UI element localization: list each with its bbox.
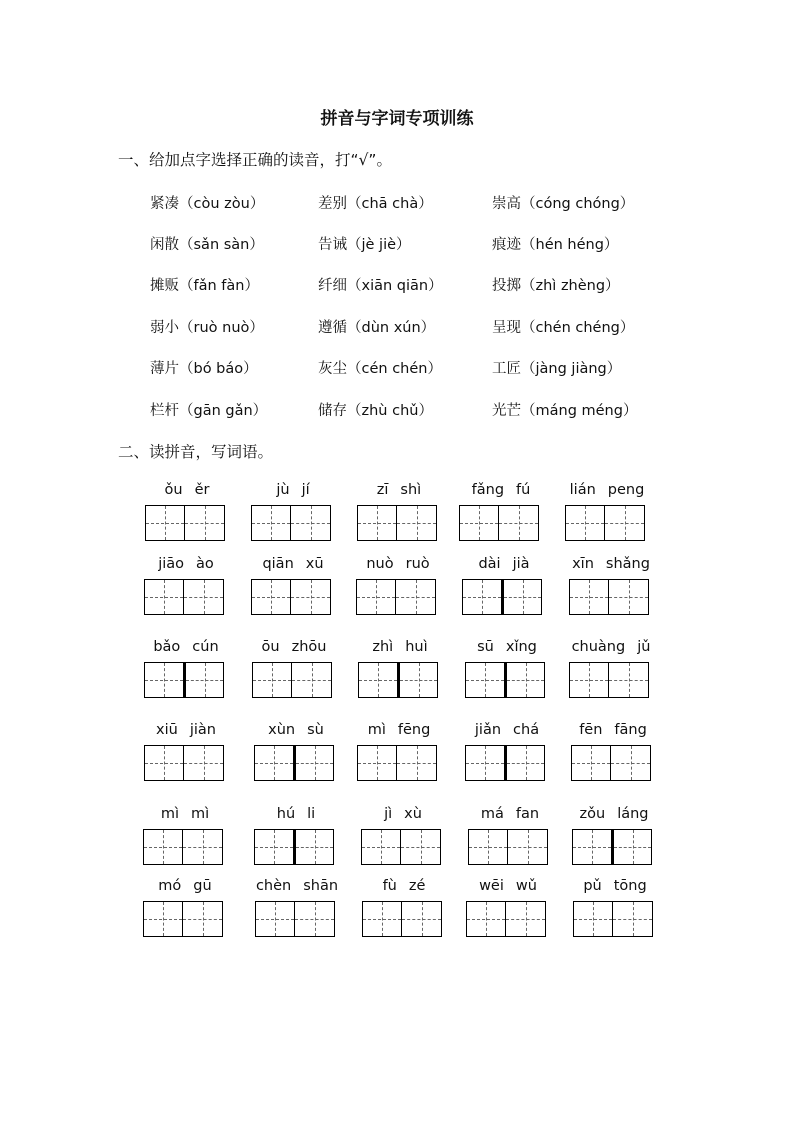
question-item[interactable]: 投掷（zhì zhèng） (492, 278, 620, 294)
pinyin-word-group (571, 722, 655, 781)
writing-box[interactable] (613, 901, 653, 937)
writing-box[interactable] (397, 505, 437, 541)
writing-box[interactable] (611, 745, 651, 781)
writing-box[interactable] (505, 662, 545, 698)
writing-box[interactable] (358, 662, 398, 698)
writing-box[interactable] (402, 901, 442, 937)
pinyin-syllable: jí (301, 482, 310, 498)
section2-heading: 二、读拼音，写词语。 (118, 443, 274, 461)
writing-box[interactable] (396, 579, 436, 615)
pinyin-word-group (357, 482, 441, 541)
writing-box[interactable] (357, 745, 397, 781)
pinyin-word-group (254, 806, 338, 865)
pinyin-syllable: zǒu (579, 806, 606, 822)
writing-box[interactable] (569, 579, 609, 615)
pinyin-syllable: mì (160, 806, 179, 822)
writing-box[interactable] (499, 505, 539, 541)
writing-box[interactable] (183, 901, 223, 937)
writing-box[interactable] (508, 829, 548, 865)
pinyin-syllable: xū (305, 556, 324, 572)
writing-box[interactable] (397, 745, 437, 781)
pinyin-syllable: cún (192, 639, 219, 655)
writing-box[interactable] (144, 662, 184, 698)
pinyin-syllable: zhōu (291, 639, 327, 655)
pinyin-syllable: dài (478, 556, 501, 572)
writing-box[interactable] (565, 505, 605, 541)
pinyin-syllable: chuàng (571, 639, 626, 655)
writing-box[interactable] (292, 662, 332, 698)
writing-box[interactable] (569, 662, 609, 698)
question-item[interactable]: 闲散（sǎn sàn） (150, 237, 264, 253)
writing-box[interactable] (255, 901, 295, 937)
pinyin-word-group (465, 639, 549, 698)
pinyin-word-group (255, 878, 339, 937)
writing-box[interactable] (571, 745, 611, 781)
question-item[interactable]: 告诫（jè jiè） (318, 237, 411, 253)
pinyin-word-group (362, 878, 446, 937)
pinyin-syllable: qiān (262, 556, 294, 572)
writing-box[interactable] (612, 829, 652, 865)
pinyin-syllable: jiàn (189, 722, 216, 738)
question-item[interactable]: 摊贩（fǎn fàn） (150, 278, 259, 294)
writing-box[interactable] (361, 829, 401, 865)
pinyin-syllable: jià (512, 556, 530, 572)
writing-box[interactable] (143, 829, 183, 865)
pinyin-syllable: xùn (268, 722, 296, 738)
pinyin-syllable: fēn (579, 722, 603, 738)
pinyin-syllable: gū (193, 878, 212, 894)
pinyin-syllable: tōng (613, 878, 647, 894)
pinyin-syllable: fú (516, 482, 531, 498)
pinyin-word-group (143, 878, 227, 937)
pinyin-syllable: shān (303, 878, 339, 894)
pinyin-word-group (465, 722, 549, 781)
pinyin-word-group (565, 482, 649, 541)
question-item[interactable]: 灰尘（cén chén） (318, 361, 442, 377)
pinyin-syllable: fǎng (471, 482, 505, 498)
pinyin-syllable: fēng (397, 722, 431, 738)
pinyin-syllable: pǔ (583, 878, 602, 894)
pinyin-word-group (145, 482, 229, 541)
pinyin-syllable: li (307, 806, 316, 822)
writing-box[interactable] (295, 901, 335, 937)
writing-box[interactable] (144, 745, 184, 781)
writing-box[interactable] (605, 505, 645, 541)
writing-box[interactable] (145, 505, 185, 541)
pinyin-word-group (569, 556, 653, 615)
pinyin-syllable: ǒu (164, 482, 183, 498)
writing-box[interactable] (294, 745, 334, 781)
pinyin-syllable: nuò (366, 556, 394, 572)
question-item[interactable]: 遵循（dùn xún） (318, 320, 436, 336)
pinyin-syllable: ào (196, 556, 214, 572)
pinyin-syllable: sū (477, 639, 494, 655)
writing-box[interactable] (572, 829, 612, 865)
pinyin-syllable: shì (400, 482, 422, 498)
pinyin-syllable: ōu (261, 639, 280, 655)
pinyin-syllable: peng (607, 482, 645, 498)
writing-box[interactable] (254, 745, 294, 781)
writing-box[interactable] (609, 662, 649, 698)
pinyin-word-group (144, 639, 228, 698)
question-item[interactable]: 紧凑（còu zòu） (150, 196, 265, 212)
writing-box[interactable] (465, 745, 505, 781)
pinyin-syllable: fù (382, 878, 397, 894)
pinyin-word-group (358, 639, 442, 698)
writing-box[interactable] (573, 901, 613, 937)
writing-box[interactable] (184, 579, 224, 615)
pinyin-syllable: shǎng (605, 556, 650, 572)
pinyin-syllable: mì (367, 722, 386, 738)
pinyin-word-group (572, 806, 656, 865)
writing-box[interactable] (505, 745, 545, 781)
pinyin-syllable: jiāo (158, 556, 185, 572)
pinyin-word-group (573, 878, 657, 937)
writing-box[interactable] (466, 901, 506, 937)
pinyin-syllable: chá (513, 722, 540, 738)
section1-heading: 一、给加点字选择正确的读音，打“√”。 (118, 151, 392, 169)
question-item[interactable]: 工匠（jàng jiàng） (492, 361, 622, 377)
writing-box[interactable] (251, 505, 291, 541)
question-item[interactable]: 痕迹（hén héng） (492, 237, 619, 253)
pinyin-word-group (357, 722, 441, 781)
pinyin-syllable: láng (617, 806, 649, 822)
writing-box[interactable] (294, 829, 334, 865)
writing-box[interactable] (362, 901, 402, 937)
question-item[interactable]: 纤细（xiān qiān） (318, 278, 443, 294)
pinyin-syllable: jì (384, 806, 393, 822)
question-row-5 (150, 357, 710, 379)
writing-box[interactable] (291, 505, 331, 541)
writing-box[interactable] (465, 662, 505, 698)
pinyin-word-group (462, 556, 546, 615)
question-item[interactable]: 光芒（máng méng） (492, 403, 638, 419)
writing-box[interactable] (144, 579, 184, 615)
page-title: 拼音与字词专项训练 (320, 109, 474, 129)
pinyin-word-group (459, 482, 543, 541)
writing-box[interactable] (183, 829, 223, 865)
question-item[interactable]: 差别（chā chà） (318, 196, 433, 212)
pinyin-syllable: xǐng (505, 639, 537, 655)
pinyin-word-group (143, 806, 227, 865)
pinyin-word-group (252, 639, 336, 698)
writing-box[interactable] (609, 579, 649, 615)
question-item[interactable]: 呈现（chén chéng） (492, 320, 635, 336)
pinyin-word-group (144, 556, 228, 615)
pinyin-word-group (144, 722, 228, 781)
writing-box[interactable] (184, 662, 224, 698)
pinyin-syllable: má (480, 806, 504, 822)
writing-box[interactable] (251, 579, 291, 615)
pinyin-syllable: chèn (255, 878, 292, 894)
pinyin-syllable: jù (276, 482, 290, 498)
pinyin-syllable: xiū (156, 722, 178, 738)
writing-box[interactable] (356, 579, 396, 615)
question-row-3 (150, 274, 710, 296)
writing-box[interactable] (357, 505, 397, 541)
question-item[interactable]: 薄片（bó báo） (150, 361, 258, 377)
writing-box[interactable] (462, 579, 502, 615)
writing-box[interactable] (401, 829, 441, 865)
writing-box[interactable] (506, 901, 546, 937)
question-item[interactable]: 崇高（cóng chóng） (492, 196, 635, 212)
writing-box[interactable] (468, 829, 508, 865)
pinyin-syllable: lián (569, 482, 596, 498)
pinyin-word-group (466, 878, 550, 937)
pinyin-syllable: mì (191, 806, 210, 822)
pinyin-syllable: ěr (194, 482, 210, 498)
writing-box[interactable] (185, 505, 225, 541)
pinyin-syllable: zī (376, 482, 389, 498)
pinyin-syllable: zé (408, 878, 426, 894)
pinyin-word-group (569, 639, 653, 698)
question-row-1 (150, 192, 710, 214)
pinyin-syllable: wēi (479, 878, 504, 894)
pinyin-word-group (254, 722, 338, 781)
question-row-2 (150, 233, 710, 255)
question-row-6 (150, 399, 710, 421)
writing-box[interactable] (459, 505, 499, 541)
pinyin-syllable: sù (307, 722, 324, 738)
pinyin-word-group (356, 556, 440, 615)
writing-box[interactable] (254, 829, 294, 865)
pinyin-syllable: fāng (614, 722, 647, 738)
writing-box[interactable] (143, 901, 183, 937)
question-row-4 (150, 316, 710, 338)
writing-box[interactable] (252, 662, 292, 698)
writing-box[interactable] (398, 662, 438, 698)
pinyin-word-group (251, 482, 335, 541)
pinyin-syllable: ruò (405, 556, 430, 572)
writing-box[interactable] (502, 579, 542, 615)
pinyin-syllable: huì (405, 639, 428, 655)
question-item[interactable]: 弱小（ruò nuò） (150, 320, 264, 336)
pinyin-syllable: zhì (372, 639, 394, 655)
pinyin-syllable: jǔ (637, 639, 651, 655)
pinyin-syllable: bǎo (153, 639, 181, 655)
pinyin-syllable: jiǎn (474, 722, 502, 738)
pinyin-syllable: fan (515, 806, 540, 822)
pinyin-syllable: xīn (572, 556, 594, 572)
pinyin-syllable: hú (276, 806, 296, 822)
pinyin-syllable: mó (158, 878, 182, 894)
question-item[interactable]: 储存（zhù chǔ） (318, 403, 433, 419)
question-item[interactable]: 栏杆（gān gǎn） (150, 403, 268, 419)
pinyin-word-group (251, 556, 335, 615)
pinyin-word-group (361, 806, 445, 865)
pinyin-syllable: wǔ (515, 878, 537, 894)
writing-box[interactable] (291, 579, 331, 615)
pinyin-syllable: xù (404, 806, 422, 822)
writing-box[interactable] (184, 745, 224, 781)
pinyin-word-group (468, 806, 552, 865)
